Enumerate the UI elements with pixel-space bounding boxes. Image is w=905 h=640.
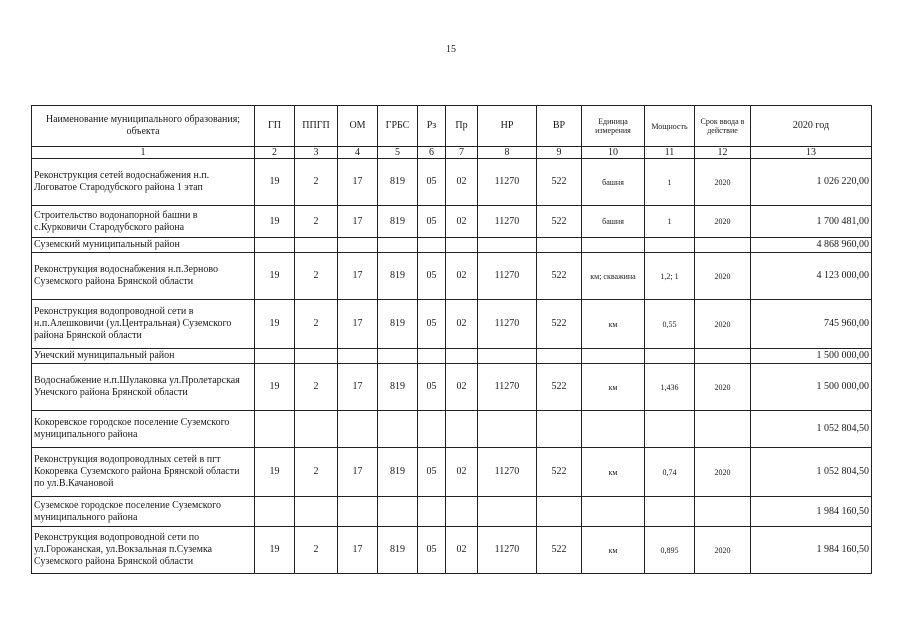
column-number: 2 (255, 147, 295, 159)
vr-cell (537, 497, 582, 527)
grbs-cell (378, 349, 418, 364)
vr-cell: 522 (537, 300, 582, 349)
power-cell: 0,895 (645, 527, 695, 574)
gp-cell: 19 (255, 527, 295, 574)
sum-cell: 745 960,00 (751, 300, 872, 349)
rz-cell (418, 497, 446, 527)
term-cell: 2020 (695, 527, 751, 574)
term-cell (695, 349, 751, 364)
sum-cell: 1 984 160,50 (751, 527, 872, 574)
grbs-cell (378, 411, 418, 448)
sum-cell: 4 123 000,00 (751, 253, 872, 300)
unit-cell: башня (582, 159, 645, 206)
table-row (32, 527, 872, 574)
header-cell: ГП (255, 106, 295, 147)
om-cell (338, 349, 378, 364)
ppgp-cell: 2 (295, 206, 338, 238)
gp-cell (255, 497, 295, 527)
header-cell: Мощность (645, 106, 695, 147)
grbs-cell (378, 238, 418, 253)
rz-cell: 05 (418, 364, 446, 411)
table-row (32, 300, 872, 349)
vr-cell: 522 (537, 206, 582, 238)
vr-cell (537, 349, 582, 364)
pr-cell: 02 (446, 253, 478, 300)
term-cell (695, 238, 751, 253)
vr-cell: 522 (537, 527, 582, 574)
power-cell (645, 238, 695, 253)
unit-cell: км (582, 364, 645, 411)
table-row (32, 238, 872, 253)
unit-cell (582, 349, 645, 364)
ppgp-cell: 2 (295, 159, 338, 206)
object-name: Реконструкция водопроводной сети по ул.Горожанская, ул.Вокзальная п.Суземка Суземского района Брянской области (32, 527, 255, 574)
unit-cell: км (582, 300, 645, 349)
ppgp-cell: 2 (295, 253, 338, 300)
ppgp-cell (295, 238, 338, 253)
object-name: Реконструкция водопроводной сети в н.п.Алешковичи (ул.Центральная) Суземского района Брянской области (32, 300, 255, 349)
sum-cell: 4 868 960,00 (751, 238, 872, 253)
pr-cell: 02 (446, 527, 478, 574)
grbs-cell: 819 (378, 527, 418, 574)
object-name: Суземский муниципальный район (32, 238, 255, 253)
column-number-row (32, 147, 872, 159)
header-cell: Единица измерения (582, 106, 645, 147)
power-cell (645, 411, 695, 448)
power-cell: 0,55 (645, 300, 695, 349)
ppgp-cell (295, 497, 338, 527)
sum-cell: 1 700 481,00 (751, 206, 872, 238)
header-cell: ППГП (295, 106, 338, 147)
rz-cell: 05 (418, 253, 446, 300)
gp-cell: 19 (255, 364, 295, 411)
pr-cell: 02 (446, 206, 478, 238)
nr-cell: 11270 (478, 300, 537, 349)
nr-cell: 11270 (478, 364, 537, 411)
power-cell: 0,74 (645, 448, 695, 497)
power-cell: 1 (645, 159, 695, 206)
grbs-cell: 819 (378, 448, 418, 497)
term-cell: 2020 (695, 364, 751, 411)
gp-cell (255, 349, 295, 364)
pr-cell (446, 411, 478, 448)
term-cell (695, 411, 751, 448)
header-cell: 2020 год (751, 106, 872, 147)
ppgp-cell: 2 (295, 364, 338, 411)
header-cell: ГРБС (378, 106, 418, 147)
rz-cell: 05 (418, 527, 446, 574)
header-cell: ОМ (338, 106, 378, 147)
column-number: 1 (32, 147, 255, 159)
om-cell: 17 (338, 448, 378, 497)
om-cell: 17 (338, 253, 378, 300)
nr-cell (478, 349, 537, 364)
sum-cell: 1 984 160,50 (751, 497, 872, 527)
om-cell (338, 497, 378, 527)
object-name: Реконструкция водоснабжения н.п.Зерново Суземского района Брянской области (32, 253, 255, 300)
grbs-cell: 819 (378, 159, 418, 206)
nr-cell: 11270 (478, 448, 537, 497)
column-number: 11 (645, 147, 695, 159)
ppgp-cell: 2 (295, 527, 338, 574)
om-cell: 17 (338, 527, 378, 574)
object-name: Реконструкция водопроводлных сетей в пгт Кокоревка Суземского района Брянской области по ул.В.Качановой (32, 448, 255, 497)
header-cell: Наименование муниципального образования; объекта (32, 106, 255, 147)
header-cell: Рз (418, 106, 446, 147)
grbs-cell: 819 (378, 206, 418, 238)
column-number: 7 (446, 147, 478, 159)
vr-cell: 522 (537, 159, 582, 206)
vr-cell: 522 (537, 253, 582, 300)
om-cell: 17 (338, 159, 378, 206)
ppgp-cell (295, 349, 338, 364)
object-name: Водоснабжение н.п.Шулаковка ул.Пролетарская Унечского района Брянской области (32, 364, 255, 411)
gp-cell: 19 (255, 253, 295, 300)
sum-cell: 1 052 804,50 (751, 448, 872, 497)
budget-table (31, 105, 872, 574)
column-number: 8 (478, 147, 537, 159)
unit-cell: башня (582, 206, 645, 238)
pr-cell (446, 497, 478, 527)
header-cell: Пр (446, 106, 478, 147)
vr-cell (537, 238, 582, 253)
column-number: 10 (582, 147, 645, 159)
budget-table-container (31, 105, 872, 574)
power-cell (645, 349, 695, 364)
header-cell: НР (478, 106, 537, 147)
term-cell: 2020 (695, 300, 751, 349)
unit-cell: км (582, 527, 645, 574)
rz-cell: 05 (418, 448, 446, 497)
page-number: 15 (446, 44, 456, 55)
term-cell: 2020 (695, 253, 751, 300)
om-cell: 17 (338, 364, 378, 411)
object-name: Кокоревское городское поселение Суземского муниципального района (32, 411, 255, 448)
column-number: 9 (537, 147, 582, 159)
column-number: 12 (695, 147, 751, 159)
gp-cell: 19 (255, 159, 295, 206)
grbs-cell (378, 497, 418, 527)
header-cell: Срок ввода в действие (695, 106, 751, 147)
rz-cell (418, 238, 446, 253)
object-name: Строительство водонапорной башни в с.Курковичи Стародубского района (32, 206, 255, 238)
table-row (32, 349, 872, 364)
table-row (32, 253, 872, 300)
pr-cell: 02 (446, 159, 478, 206)
vr-cell: 522 (537, 364, 582, 411)
nr-cell (478, 497, 537, 527)
table-row (32, 206, 872, 238)
sum-cell: 1 026 220,00 (751, 159, 872, 206)
unit-cell (582, 497, 645, 527)
ppgp-cell: 2 (295, 300, 338, 349)
grbs-cell: 819 (378, 364, 418, 411)
ppgp-cell (295, 411, 338, 448)
om-cell: 17 (338, 300, 378, 349)
om-cell (338, 238, 378, 253)
gp-cell (255, 238, 295, 253)
om-cell: 17 (338, 206, 378, 238)
rz-cell: 05 (418, 300, 446, 349)
term-cell (695, 497, 751, 527)
vr-cell (537, 411, 582, 448)
nr-cell: 11270 (478, 527, 537, 574)
pr-cell: 02 (446, 300, 478, 349)
nr-cell: 11270 (478, 253, 537, 300)
sum-cell: 1 052 804,50 (751, 411, 872, 448)
gp-cell: 19 (255, 448, 295, 497)
sum-cell: 1 500 000,00 (751, 364, 872, 411)
nr-cell (478, 238, 537, 253)
gp-cell: 19 (255, 206, 295, 238)
ppgp-cell: 2 (295, 448, 338, 497)
object-name: Реконструкция сетей водоснабжения н.п. Логоватое Стародубского района 1 этап (32, 159, 255, 206)
rz-cell: 05 (418, 159, 446, 206)
grbs-cell: 819 (378, 253, 418, 300)
table-row (32, 497, 872, 527)
pr-cell: 02 (446, 448, 478, 497)
nr-cell: 11270 (478, 159, 537, 206)
rz-cell (418, 411, 446, 448)
table-row (32, 448, 872, 497)
object-name: Суземское городское поселение Суземского муниципального района (32, 497, 255, 527)
table-row (32, 159, 872, 206)
power-cell: 1,436 (645, 364, 695, 411)
nr-cell: 11270 (478, 206, 537, 238)
unit-cell (582, 238, 645, 253)
term-cell: 2020 (695, 159, 751, 206)
pr-cell (446, 238, 478, 253)
rz-cell: 05 (418, 206, 446, 238)
unit-cell: км (582, 448, 645, 497)
unit-cell (582, 411, 645, 448)
gp-cell (255, 411, 295, 448)
power-cell (645, 497, 695, 527)
pr-cell (446, 349, 478, 364)
term-cell: 2020 (695, 448, 751, 497)
om-cell (338, 411, 378, 448)
gp-cell: 19 (255, 300, 295, 349)
column-number: 13 (751, 147, 872, 159)
table-header-row (32, 106, 872, 147)
rz-cell (418, 349, 446, 364)
nr-cell (478, 411, 537, 448)
power-cell: 1,2; 1 (645, 253, 695, 300)
power-cell: 1 (645, 206, 695, 238)
sum-cell: 1 500 000,00 (751, 349, 872, 364)
column-number: 4 (338, 147, 378, 159)
table-row (32, 364, 872, 411)
vr-cell: 522 (537, 448, 582, 497)
unit-cell: км; скважина (582, 253, 645, 300)
object-name: Унечский муниципальный район (32, 349, 255, 364)
pr-cell: 02 (446, 364, 478, 411)
term-cell: 2020 (695, 206, 751, 238)
column-number: 3 (295, 147, 338, 159)
column-number: 6 (418, 147, 446, 159)
header-cell: ВР (537, 106, 582, 147)
table-row (32, 411, 872, 448)
grbs-cell: 819 (378, 300, 418, 349)
column-number: 5 (378, 147, 418, 159)
